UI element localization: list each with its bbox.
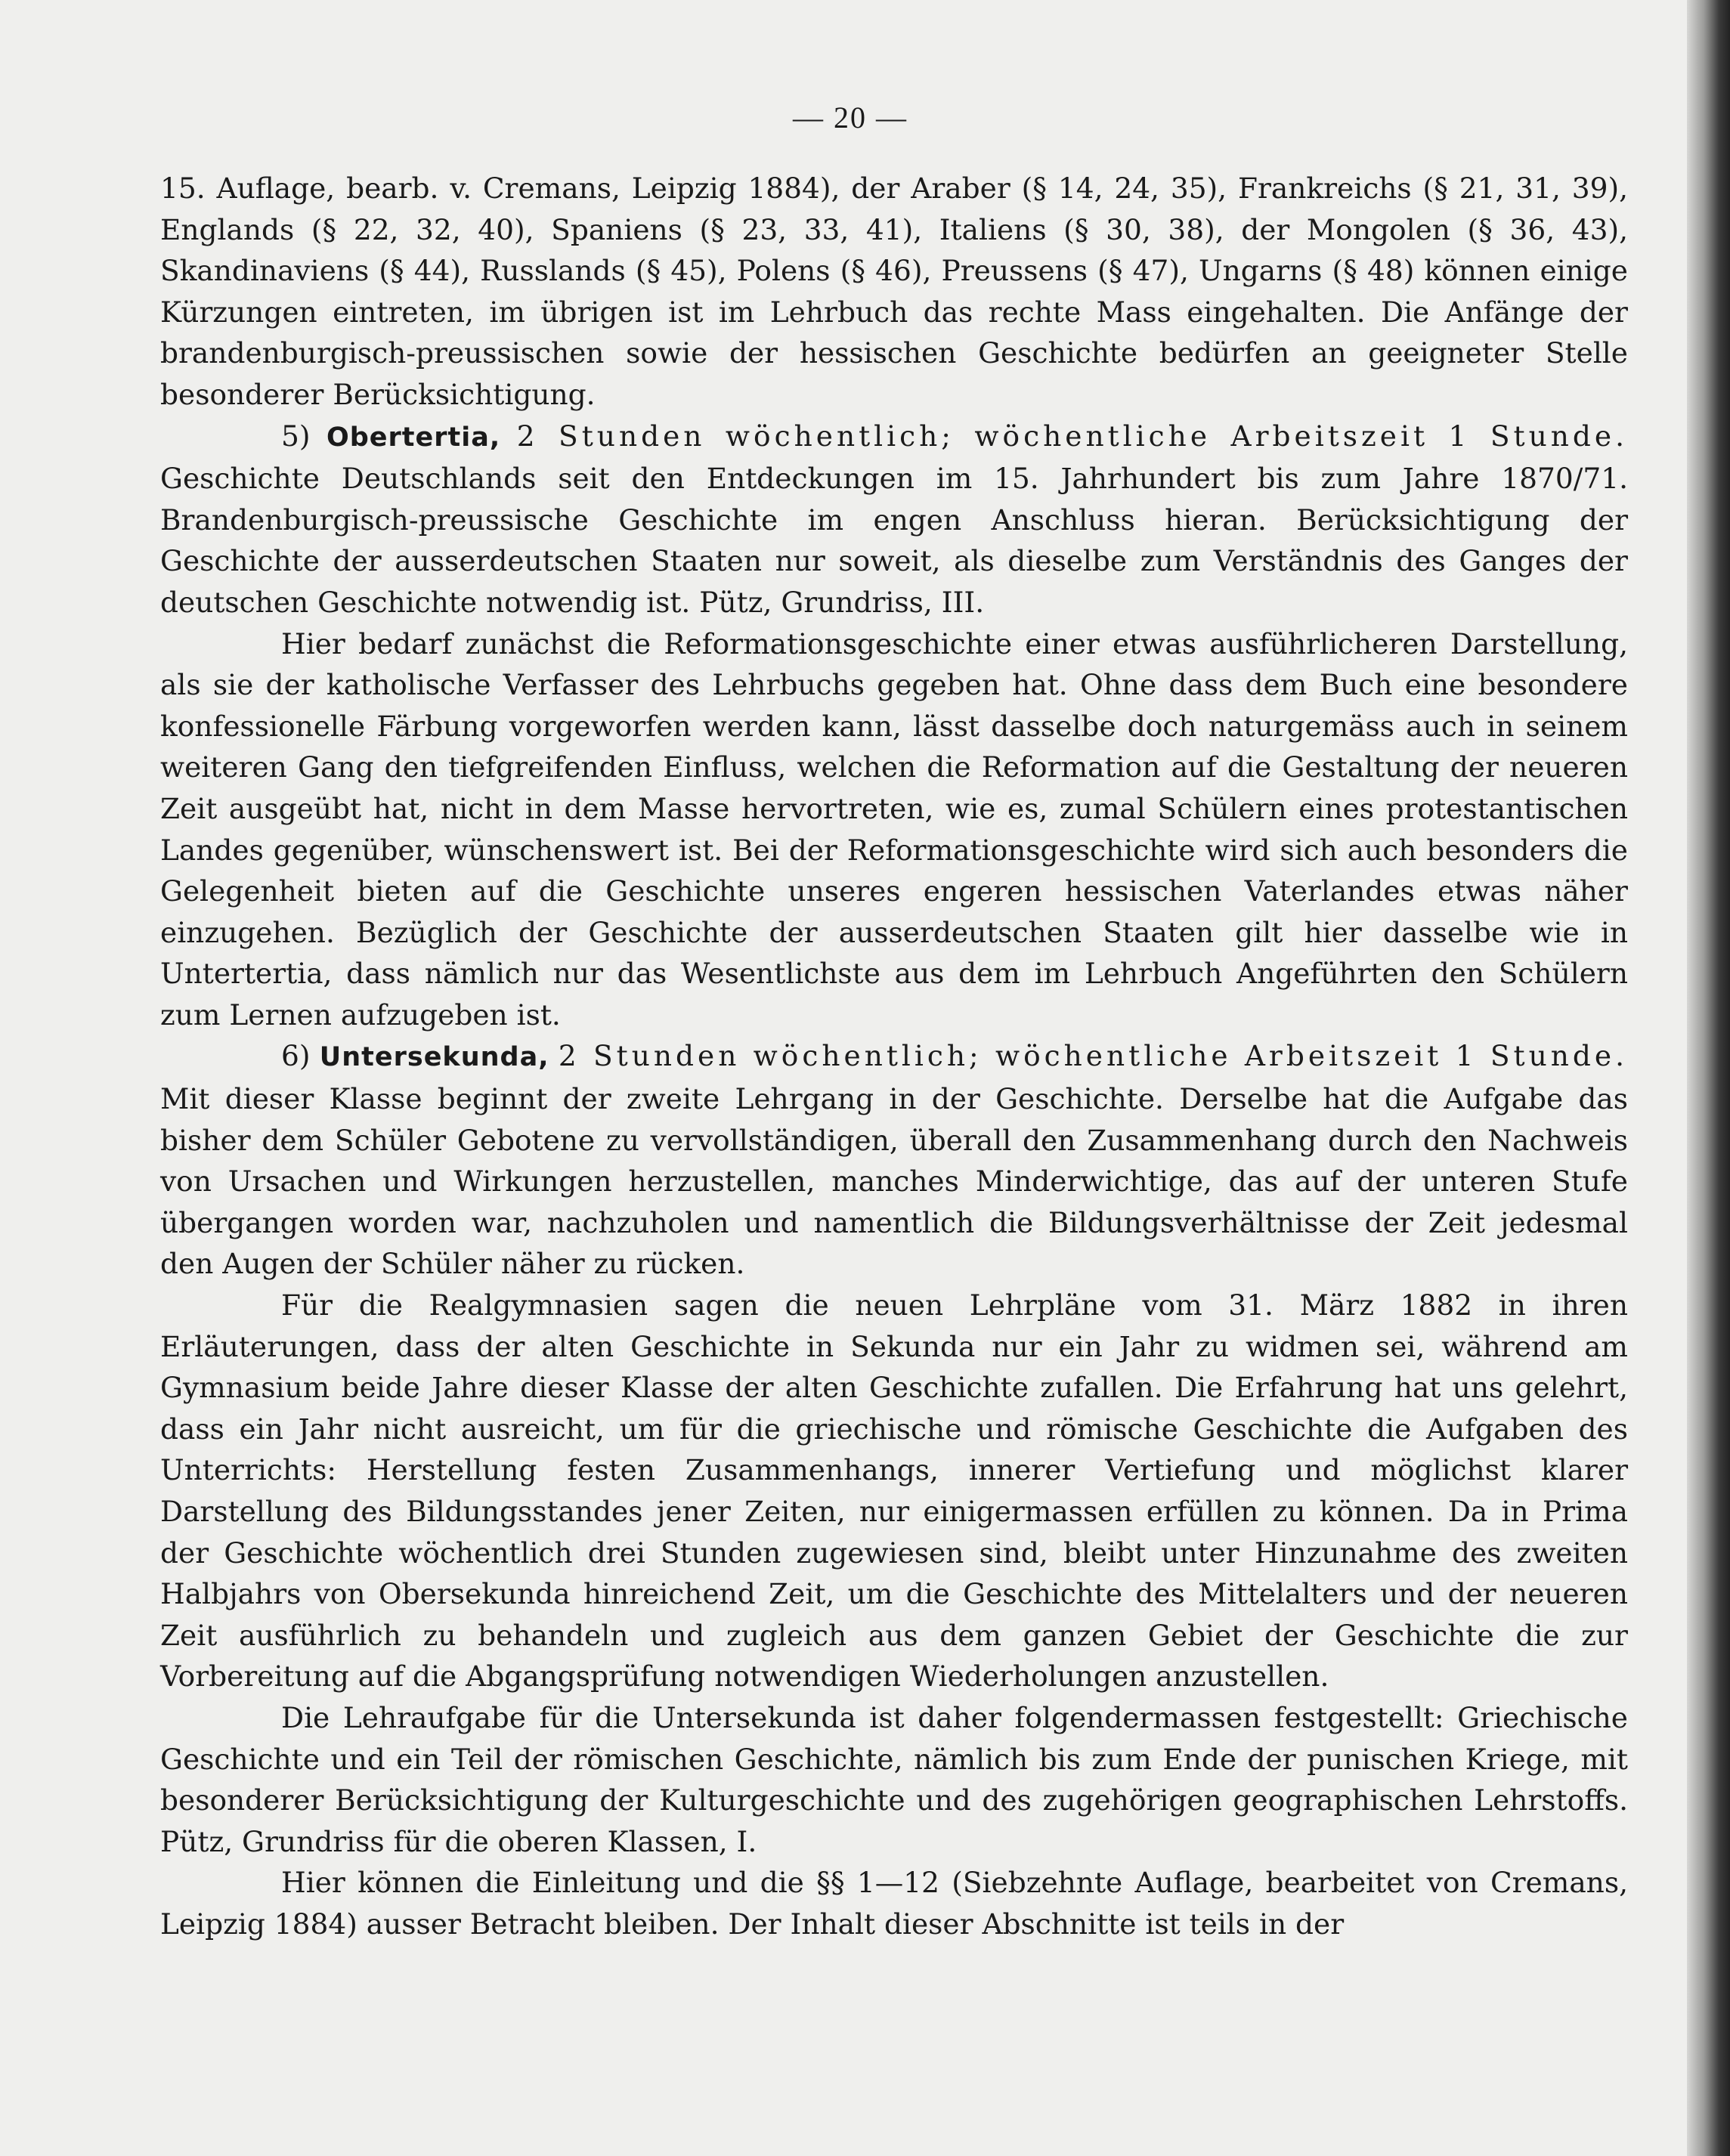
section-number: 5) xyxy=(281,419,311,453)
page-edge-shadow xyxy=(1687,0,1730,2156)
paragraph-text: Hier bedarf zunächst die Reformationsgeschichte einer etwas ausführlicheren Darstellung, als sie der katholische Verfasser des Lehrbuchs gegeben hat. Ohne dass dem Buch eine besondere konfessionelle Färbung vorgeworfen werden kann, lässt dasselbe doch naturgemäss auch in seinem weiteren Gang den tiefgreifenden Einfluss, welchen die Reformation auf die Gestaltung der neueren Zeit ausgeübt hat, nicht in dem Masse hervortreten, wie es, zumal Schülern eines protestantischen Landes gegenüber, wünschenswert ist. Bei der Reformationsgeschichte wird sich auch besonders die Gelegenheit bieten auf die Geschichte unseres engeren hessischen Vaterlandes etwas näher einzugehen. Bezüglich der Geschichte der ausserdeutschen Staaten gilt hier dasselbe wie in Untertertia, dass nämlich nur das Wesentlichste aus dem im Lehrbuch Angeführten den Schülern zum Lernen aufzugeben ist. xyxy=(160,626,1628,1032)
page-number: — 20 — xyxy=(793,101,908,135)
paragraph-text: Für die Realgymnasien sagen die neuen Lehrpläne vom 31. März 1882 in ihren Erläuterungen, dass der alten Geschichte in Sekunda nur ein Jahr zu widmen sei, während am Gymnasium beide Jahre dieser Klasse der alten Geschichte zufallen. Die Erfahrung hat uns gelehrt, dass ein Jahr nicht ausreicht, um für die griechische und römische Geschichte die Aufgaben des Unterrichts: Herstellung festen Zusammenhangs, innerer Vertiefung und möglichst klarer Darstellung des Bildungsstandes jener Zeiten, nur einigermassen erfüllen zu können. Da in Prima der Geschichte wöchentlich drei Stunden zugewiesen sind, bleibt unter Hinzunahme des zweiten Halbjahrs von Obersekunda hinreichend Zeit, um die Geschichte des Mittelalters und der neueren Zeit ausführlich zu behandeln und zugleich aus dem ganzen Gebiet der Geschichte die zur Vorbereitung auf die Abgangsprüfung notwendigen Wiederholungen anzustellen. xyxy=(160,1288,1628,1694)
section-hours: 2 Stunden wöchentlich; wöchentliche Arbeitszeit 1 Stunde. xyxy=(516,419,1629,453)
section-untersekunda xyxy=(160,1035,1628,1285)
paragraph xyxy=(160,1285,1628,1697)
paragraph-text: Geschichte Deutschlands seit den Entdeckungen im 15. Jahrhundert bis zum Jahre 1870/71. Brandenburgisch-preussische Geschichte im engen Anschluss hieran. Berücksichtigung der Geschichte der ausserdeutschen Staaten nur soweit, als dieselbe zum Verständnis des Ganges der deutschen Geschichte notwendig ist. Pütz, Grundriss, III. xyxy=(160,462,1628,619)
section-number: 6) xyxy=(281,1039,311,1073)
paragraph-continuation xyxy=(160,168,1628,416)
paragraph xyxy=(160,1862,1628,1944)
section-obertertia xyxy=(160,416,1628,623)
paragraph xyxy=(160,623,1628,1036)
section-hours: 2 Stunden wöchentlich; wöchentliche Arbeitszeit 1 Stunde. xyxy=(558,1039,1628,1073)
paragraph-text: Mit dieser Klasse beginnt der zweite Lehrgang in der Geschichte. Derselbe hat die Aufgabe das bisher dem Schüler Gebotene zu vervollständigen, überall den Zusammenhang durch den Nachweis von Ursachen und Wirkungen herzustellen, manches Minderwichtige, das auf der unteren Stufe übergangen worden war, nachzuholen und namentlich die Bildungsverhältnisse der Zeit jedesmal den Augen der Schüler näher zu rücken. xyxy=(160,1082,1628,1281)
paragraph-text: 15. Auflage, bearb. v. Cremans, Leipzig 1884), der Araber (§ 14, 24, 35), Frankreichs (§ 21, 31, 39), Englands (§ 22, 32, 40), Spaniens (§ 23, 33, 41), Italiens (§ 30, 38), der Mongolen (§ 36, 43), Skandinaviens (§ 44), Russlands (§ 45), Polens (§ 46), Preussens (§ 47), Ungarns (§ 48) können einige Kürzungen eintreten, im übrigen ist im Lehrbuch das rechte Mass eingehalten. Die Anfänge der brandenburgisch-preussischen sowie der hessischen Geschichte bedürfen an geeigneter Stelle besonderer Berücksichtigung. xyxy=(160,172,1628,411)
paragraph-text: Die Lehraufgabe für die Untersekunda ist daher folgendermassen festgestellt: Griechische Geschichte und ein Teil der römischen Geschichte, nämlich bis zum Ende der punischen Kriege, mit besonderer Berücksichtigung der Kulturgeschichte und des zugehörigen geographischen Lehrstoffs. Pütz, Grundriss für die oberen Klassen, I. xyxy=(160,1700,1628,1858)
section-term: Untersekunda, xyxy=(319,1042,549,1073)
body-text xyxy=(160,168,1628,1945)
paragraph-text: Hier können die Einleitung und die §§ 1—12 (Siebzehnte Auflage, bearbeitet von Cremans, Leipzig 1884) ausser Betracht bleiben. Der Inhalt dieser Abschnitte ist teils in der xyxy=(160,1866,1628,1941)
section-term: Obertertia, xyxy=(327,422,501,453)
paragraph xyxy=(160,1697,1628,1862)
